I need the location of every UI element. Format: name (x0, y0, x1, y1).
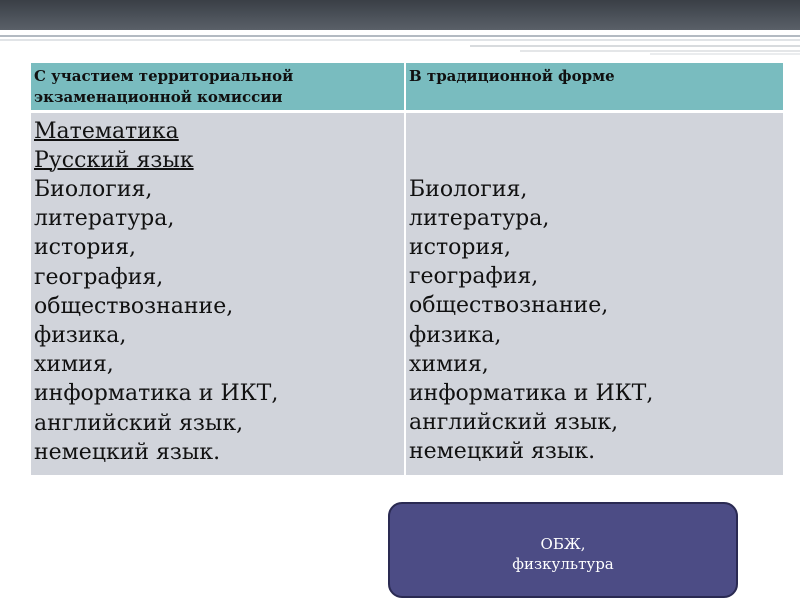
header-cell-traditional: В традиционной форме (405, 63, 783, 111)
subject-item: немецкий язык. (409, 439, 596, 465)
subject-item: история, (34, 235, 137, 261)
obzh-callout-box (388, 502, 738, 598)
subject-item: литература, (34, 206, 175, 232)
subject-item: информатика и ИКТ, (34, 381, 279, 407)
subject-item: физика, (409, 322, 502, 348)
subject-item: информатика и ИКТ, (409, 380, 654, 406)
subject-item: обществознание, (409, 293, 609, 319)
exam-subjects-table (31, 63, 783, 475)
subject-item: английский язык, (34, 410, 244, 436)
subject-item: немецкий язык. (34, 439, 221, 465)
subject-item: история, (409, 234, 512, 260)
decorative-lines (0, 30, 800, 56)
header-cell-commission: С участием территориальной экзаменационной комиссии (31, 63, 405, 111)
table-header-row (31, 63, 783, 111)
subject-item: литература, (409, 205, 550, 231)
subject-item: география, (34, 264, 164, 290)
subject-item: Биология, (34, 176, 153, 202)
subject-item: английский язык, (409, 410, 619, 436)
callout-line-2: физкультура (512, 555, 614, 573)
subject-item: физика, (34, 322, 127, 348)
subject-item: география, (409, 264, 539, 290)
subject-item: химия, (409, 351, 489, 377)
slide-top-band (0, 0, 800, 30)
subject-item: Биология, (409, 176, 528, 202)
table-row (31, 111, 783, 475)
subject-item: обществознание, (34, 293, 234, 319)
subject-item: химия, (34, 352, 114, 378)
traditional-subjects-cell (405, 111, 783, 475)
subject-item: Математика (34, 118, 179, 144)
commission-subjects-cell (31, 111, 405, 475)
callout-line-1: ОБЖ, (540, 535, 586, 553)
subject-item: Русский язык (34, 147, 194, 173)
